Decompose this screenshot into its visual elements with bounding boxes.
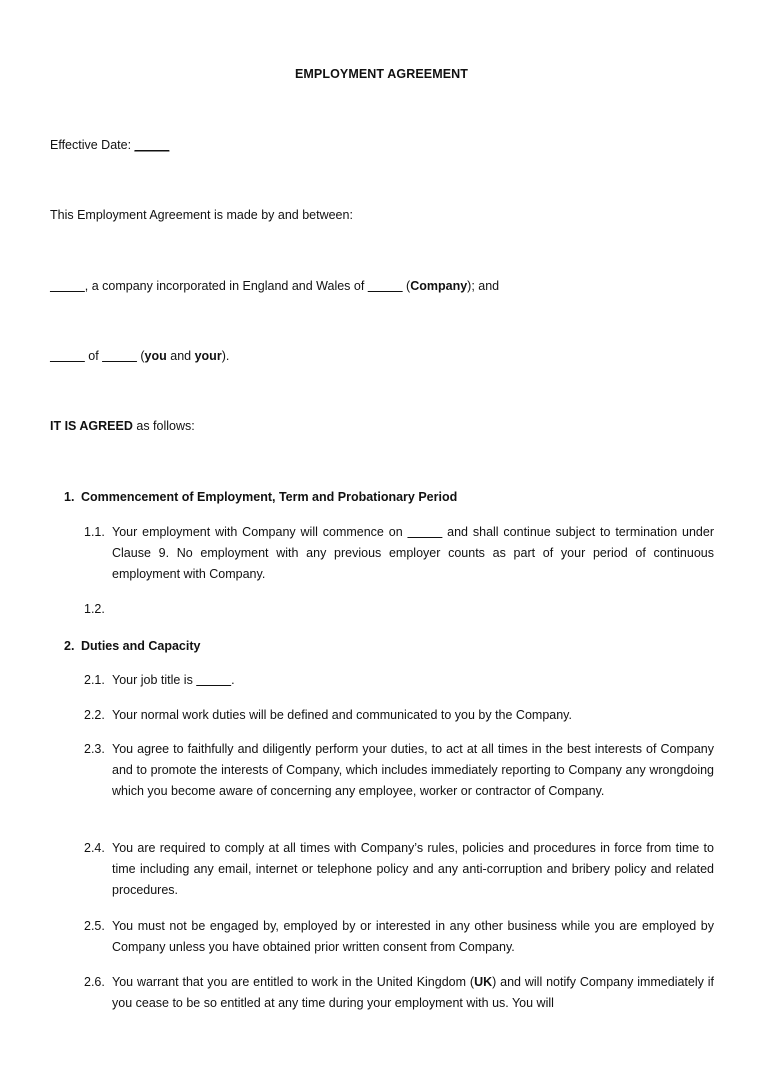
- agreed-rest: as follows:: [132, 419, 195, 433]
- party-company-line: [50, 279, 499, 293]
- intro-paragraph: This Employment Agreement is made by and between:: [50, 208, 353, 222]
- effective-date-label: Effective Date:: [50, 138, 135, 152]
- clause-text: You are required to comply at all times with Company’s rules, policies and procedures in force from time to time including any email, internet or telephone policy and any anti-corruption and bribery policy and related procedures.: [112, 841, 714, 897]
- party-employee-and: and: [166, 349, 195, 363]
- party-employee-of: of: [84, 349, 103, 363]
- section-title: Duties and Capacity: [81, 639, 201, 653]
- clause-item: [84, 522, 714, 585]
- job-title-blank: _____: [196, 673, 232, 687]
- clause-number: 2.4.: [84, 841, 105, 855]
- clause-item: [84, 599, 714, 620]
- clause-number: 2.1.: [84, 673, 105, 687]
- clause-text: You agree to faithfully and diligently perform your duties, to act at all times in the best interests of Company and to promote the interests of Company, which includes immediately reporting to Company any wrongdoing which you become aware of concerning any employee, worker or contractor of Company.: [112, 742, 714, 798]
- clause-text: Your job title is _____.: [112, 673, 235, 687]
- document-title: EMPLOYMENT AGREEMENT: [294, 67, 469, 81]
- effective-date-line: [50, 138, 169, 152]
- uk-defined-term: UK: [474, 975, 493, 989]
- party-employee-tail: ).: [221, 349, 230, 363]
- clause-number: 1.2.: [84, 602, 105, 616]
- clause-item: [84, 739, 714, 802]
- section-heading: [64, 490, 457, 504]
- section-heading: [64, 639, 200, 653]
- clause-text: You warrant that you are entitled to work in the United Kingdom (UK) and will notify Company immediately if you cease to be so entitled at any time during your employment with us. You will: [112, 975, 714, 1010]
- clause-number: 2.2.: [84, 708, 105, 722]
- clause-number: 2.6.: [84, 975, 105, 989]
- clause-text: Your employment with Company will commence on _____ and shall continue subject to termination under Clause 9. No employment with any previous employer counts as part of your period of continuous employment with Company.: [112, 525, 714, 581]
- agreed-line: [50, 419, 195, 433]
- party-company-tail: ); and: [467, 279, 500, 293]
- section-number: 2.: [64, 639, 75, 653]
- clause-item: [84, 705, 714, 726]
- clause-text: [112, 599, 714, 620]
- section-title: Commencement of Employment, Term and Probationary Period: [81, 490, 458, 504]
- clause-number: 2.5.: [84, 919, 105, 933]
- employee-address-blank: _____: [102, 349, 137, 363]
- section-number: 1.: [64, 490, 75, 504]
- clause-text: You must not be engaged by, employed by or interested in any other business while you are employed by Company unless you have obtained prior written consent from Company.: [112, 919, 714, 954]
- party-company-text: , a company incorporated in England and Wales of: [84, 279, 368, 293]
- agreed-bold: IT IS AGREED: [50, 419, 133, 433]
- commencement-date-blank: _____: [407, 525, 443, 539]
- party-company-open: (: [402, 279, 411, 293]
- clause-number: 2.3.: [84, 742, 105, 756]
- clause-item: [84, 972, 714, 1014]
- you-defined-term: you: [144, 349, 167, 363]
- clause-text: Your normal work duties will be defined and communicated to you by the Company.: [112, 708, 572, 722]
- clause-item: [84, 916, 714, 958]
- company-name-blank: _____: [50, 279, 85, 293]
- company-defined-term: Company: [410, 279, 468, 293]
- clause-item: [84, 670, 714, 691]
- effective-date-blank: _____: [134, 138, 170, 152]
- employee-name-blank: _____: [50, 349, 85, 363]
- clause-item: [84, 838, 714, 901]
- party-employee-line: [50, 349, 229, 363]
- party-employee-open: (: [136, 349, 145, 363]
- your-defined-term: your: [194, 349, 222, 363]
- company-address-blank: _____: [367, 279, 403, 293]
- clause-number: 1.1.: [84, 525, 105, 539]
